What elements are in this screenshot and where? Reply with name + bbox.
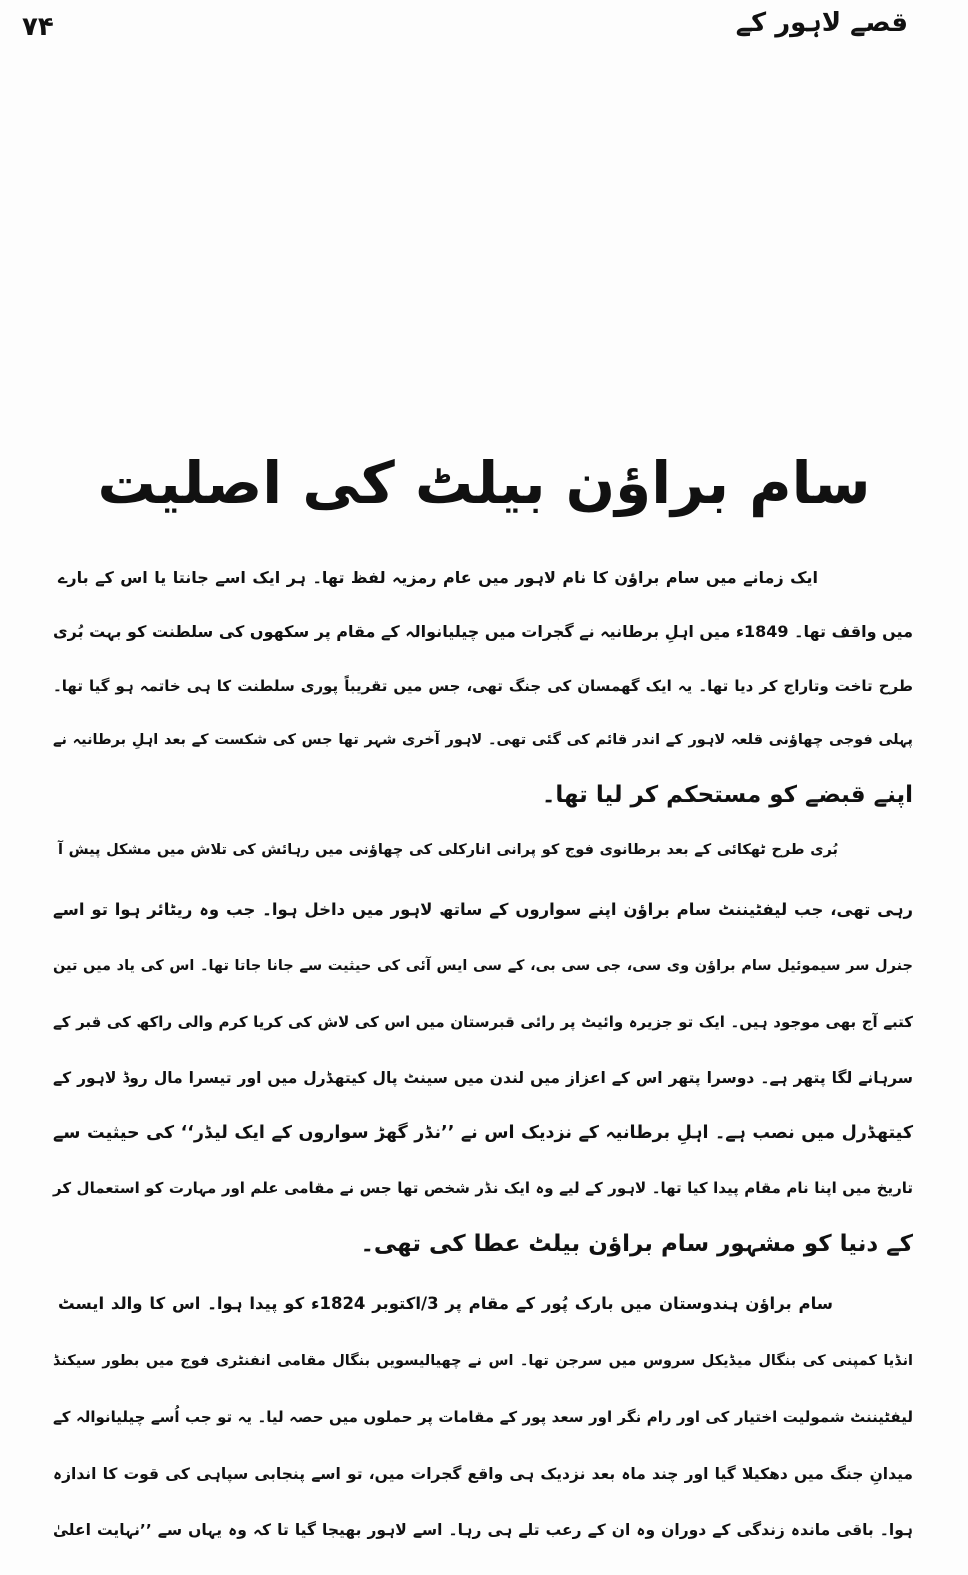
text-line: رہی تھی، جب لیفٹیننٹ سام براؤن اپنے سواروں کے ساتھ لاہور میں داخل ہوا۔ جب وہ ریٹائر ہوا تو اسے [53,900,913,919]
text-line: ایک زمانے میں سام براؤن کا نام لاہور میں عام رمزیہ لفظ تھا۔ ہر ایک اسے جانتا یا اس کے بارے [58,568,818,587]
text-line: کتبے آج بھی موجود ہیں۔ ایک تو جزیرہ وائیٹ پر رائی قبرستان میں اس کی لاش کی کریا کرم والی راکھ کی قبر کے [53,1013,913,1031]
text-line: پہلی فوجی چھاؤنی قلعہ لاہور کے اندر قائم کی گئی تھی۔ لاہور آخری شہر تھا جس کی شکست کے بعد اہلِ برطانیہ نے [53,732,913,748]
text-line: بُری طرح ٹھکائی کے بعد برطانوی فوج کو پرانی انارکلی کی چھاؤنی میں رہائش کی تلاش میں مشکل پیش آ [58,842,838,858]
text-line: طرح تاخت وتاراج کر دیا تھا۔ یہ ایک گھمسان کی جنگ تھی، جس میں تقریباً پوری سلطنت کا ہی خاتمہ ہو گیا تھا۔ [53,677,913,695]
text-line: کے دنیا کو مشہور سام براؤن بیلٹ عطا کی تھی۔ [360,1231,913,1257]
text-line: سرہانے لگا پتھر ہے۔ دوسرا پتھر اس کے اعزاز میں لندن میں سینٹ پال کیتھڈرل میں اور تیسرا مال روڈ لاہور کے [53,1069,913,1087]
text-line: اپنے قبضے کو مستحکم کر لیا تھا۔ [541,782,913,808]
text-line: تاریخ میں اپنا نام مقام پیدا کیا تھا۔ لاہور کے لیے وہ ایک نڈر شخص تھا جس نے مقامی علم اور مہارت کو استعمال کر [53,1179,913,1197]
text-line: سام براؤن ہندوستان میں بارک پُور کے مقام پر 3/اکتوبر 1824ء کو پیدا ہوا۔ اس کا والد ایسٹ [58,1294,833,1313]
text-line: میں واقف تھا۔ 1849ء میں اہلِ برطانیہ نے گجرات میں چیلیانوالہ کے مقام پر سکھوں کی سلطنت کو بہت بُری [52,622,913,641]
text-line: انڈیا کمپنی کی بنگال میڈیکل سروس میں سرجن تھا۔ اس نے چھیالیسویں بنگال مقامی انفنٹری فوج میں بطور سیکنڈ [53,1353,913,1369]
text-line: لیفٹیننٹ شمولیت اختیار کی اور رام نگر اور سعد پور کے مقامات پر حملوں میں حصہ لیا۔ یہ تو جب اُسے چیلیانوالہ کے [53,1408,913,1426]
chapter-title: سام براؤن بیلٹ کی اصلیت [97,448,871,517]
text-line: کیتھڈرل میں نصب ہے۔ اہلِ برطانیہ کے نزدیک اس نے ’’نڈر گھڑ سواروں کے ایک لیڈر‘‘ کی حیثیت سے [53,1123,913,1143]
text-line: جنرل سر سیموئیل سام براؤن وی سی، جی سی بی، کے سی ایس آئی کی حیثیت سے جانا جاتا تھا۔ اس کی یاد میں تین [53,958,913,974]
text-line: میدانِ جنگ میں دھکیلا گیا اور چند ماہ بعد نزدیک ہی واقع گجرات میں، تو اسے پنجابی سپاہی کی قوت کا اندازہ [53,1465,913,1483]
running-title: قصے لاہور کے [735,8,908,38]
text-line: ہوا۔ باقی ماندہ زندگی کے دوران وہ ان کے رعب تلے ہی رہا۔ اسے لاہور بھیجا گیا تا کہ وہ یہاں سے ’’نہایت اعلیٰ [53,1521,913,1539]
page-number: ۷۴ [22,12,54,42]
